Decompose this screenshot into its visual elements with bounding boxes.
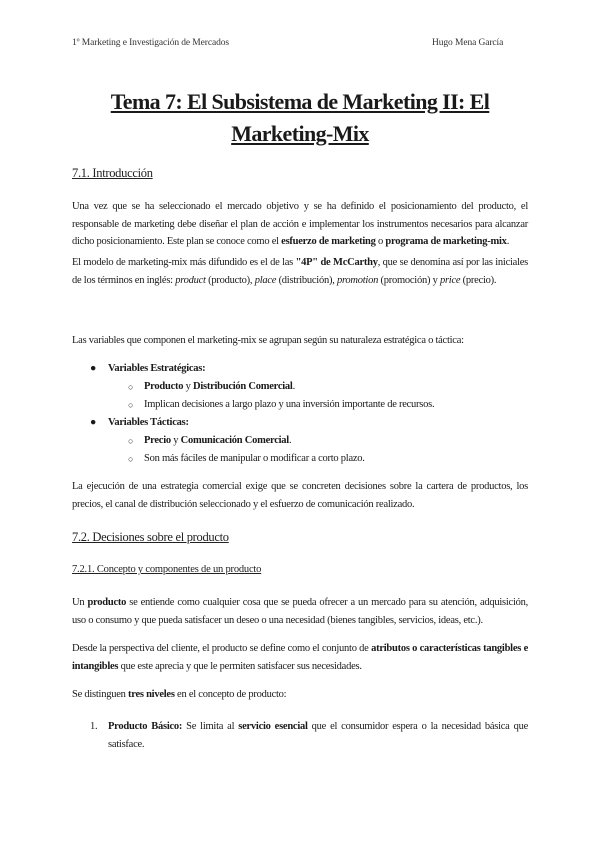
list-item-strategic <box>72 360 528 378</box>
bold-term: Producto Básico: <box>108 721 183 732</box>
text-run: Un <box>72 597 88 608</box>
levels-list <box>72 718 528 753</box>
text-run: en el concepto de producto: <box>174 689 287 700</box>
bullet-hollow-icon: ○ <box>128 382 134 392</box>
list-subitem <box>72 378 528 396</box>
text-run: Se limita al <box>182 721 239 732</box>
title-line-2: Marketing-Mix <box>231 121 369 146</box>
intro-paragraph-3: Las variables que componen el marketing-mix se agrupan según su naturaleza estratégica o táctica: <box>72 335 464 346</box>
text-run: (distribución), <box>276 274 337 286</box>
text-run: Desde la perspectiva del cliente, el producto se define como el conjunto de <box>72 643 372 654</box>
text-run: Una vez que se ha seleccionado el mercado objetivo y se ha definido el posicionamiento del producto, el responsable de marketing debe diseñar el plan de acción e implementar los instrumentos necesarios para alcanzar dicho posicionamiento. Este plan se conoce como el <box>72 201 528 247</box>
text-run: (promoción) y <box>378 274 440 286</box>
text-run: (precio). <box>460 274 497 286</box>
text-run: . <box>506 236 510 247</box>
product-paragraph-1 <box>72 594 528 629</box>
variables-list <box>72 360 528 468</box>
text-run: Se distinguen <box>72 689 128 700</box>
bold-term: "4P" de McCarthy <box>295 257 378 268</box>
list-number: 1. <box>90 721 98 732</box>
text-run: . <box>292 381 295 392</box>
text-run: se entiende como cualquier cosa que se pueda ofrecer a un mercado para su atención, adquisición, uso o consumo y que pueda satisfacer un deseo o una necesidad (bienes tangibles, servicios, ideas, etc.). <box>72 597 528 626</box>
text-run: que el consumidor espera o la necesidad básica que satisface. <box>108 721 528 750</box>
text-run: . <box>288 435 292 446</box>
list-item-tactical <box>72 414 528 432</box>
title-line-1: Tema 7: El Subsistema de Marketing II: El <box>110 89 490 114</box>
product-paragraph-3 <box>72 686 528 704</box>
bold-term: producto <box>87 597 127 608</box>
bullet-filled-icon: ● <box>90 417 97 428</box>
bold-term: esfuerzo de marketing <box>281 236 376 247</box>
intro-paragraph-4: La ejecución de una estrategia comercial exige que se concreten decisiones sobre la cartera de productos, los precios, el canal de distribución seleccionado y el esfuerzo de comunicación realizado. <box>72 481 528 510</box>
section-heading-product: 7.2. Decisiones sobre el producto <box>72 530 229 544</box>
bold-term: Comunicación Comercial <box>180 435 289 446</box>
list-subitem <box>72 450 528 468</box>
header-course: 1º Marketing e Investigación de Mercados <box>72 38 229 48</box>
italic-term: place <box>254 274 277 286</box>
list-item-label: Variables Tácticas: <box>108 417 189 428</box>
header-author: Hugo Mena García <box>432 38 504 48</box>
bullet-hollow-icon: ○ <box>128 400 134 410</box>
bullet-hollow-icon: ○ <box>128 436 134 446</box>
text-run: que este aprecia y que le permiten satisfacer sus necesidades. <box>118 660 362 672</box>
subsection-heading-concept: 7.2.1. Concepto y componentes de un producto <box>72 564 262 575</box>
bold-term: Distribución Comercial <box>192 381 293 392</box>
section-heading-intro: 7.1. Introducción <box>72 166 153 180</box>
bold-term: tres niveles <box>128 689 175 700</box>
italic-term: promotion <box>336 274 379 286</box>
list-item-label: Variables Estratégicas: <box>108 363 206 374</box>
text-run: y <box>183 381 193 392</box>
text-run: o <box>375 236 386 247</box>
list-subitem <box>72 432 528 450</box>
italic-term: product <box>175 274 206 286</box>
text-run: Son más fáciles de manipular o modificar a corto plazo. <box>144 453 365 464</box>
bullet-hollow-icon: ○ <box>128 454 134 464</box>
bold-term: atributos o características tangibles e intangibles <box>72 643 528 672</box>
bullet-filled-icon: ● <box>90 363 97 374</box>
italic-term: price <box>439 274 461 286</box>
page-title <box>60 86 540 150</box>
intro-paragraph-2 <box>72 254 528 289</box>
text-run: Implican decisiones a largo plazo y una inversión importante de recursos. <box>144 399 435 410</box>
intro-paragraph-1 <box>72 198 528 251</box>
text-run: y <box>170 435 181 446</box>
bold-term: servicio esencial <box>238 721 308 732</box>
bold-term: Precio <box>144 435 171 446</box>
text-run: (producto), <box>205 274 255 286</box>
product-paragraph-2 <box>72 640 528 675</box>
bold-term: Producto <box>144 381 184 392</box>
text-run: El modelo de marketing-mix más difundido es el de las <box>72 257 296 268</box>
list-item-basic-product <box>72 718 528 753</box>
text-run: , que se denomina así por las iniciales de los términos en inglés: <box>72 257 528 286</box>
bold-term: programa de marketing-mix <box>385 236 507 247</box>
list-subitem <box>72 396 528 414</box>
